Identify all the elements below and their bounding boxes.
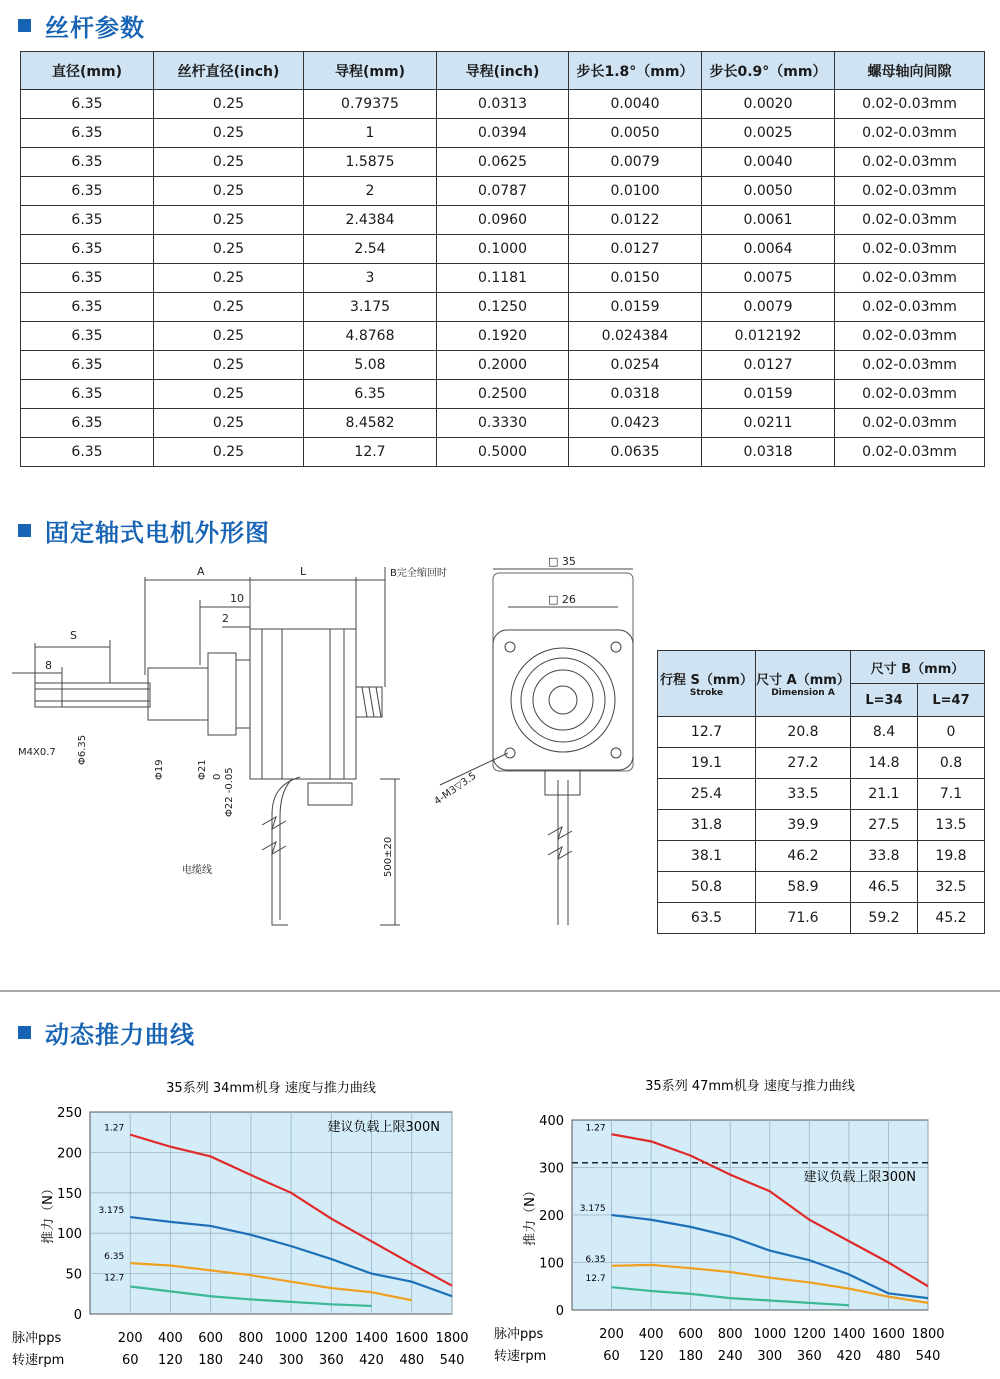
table-cell: 0.25 (154, 119, 304, 148)
table-cell: 0.0040 (702, 148, 835, 177)
load-limit-annotation: 建议负载上限300N (803, 1170, 916, 1185)
table-cell: 33.8 (851, 841, 918, 872)
table-cell: 0.0025 (702, 119, 835, 148)
lead-screw-shaft (35, 683, 150, 707)
x-tick-label-rpm: 540 (439, 1353, 465, 1368)
stroke-dimension-table (657, 650, 985, 934)
series-label: 12.7 (104, 1273, 125, 1284)
dim-label-cable-length: 500±20 (383, 836, 394, 877)
table-cell: 0.0159 (569, 293, 702, 322)
dim-label-d19: Φ19 (154, 759, 165, 780)
x-tick-label-pps: 200 (599, 1327, 624, 1342)
x-tick-label-rpm: 240 (717, 1349, 743, 1364)
col-header-dim-a (756, 651, 851, 717)
col-header: 螺母轴向间隙 (835, 52, 985, 90)
dim-label-sq35: □ 35 (548, 555, 576, 568)
x-tick-label-pps: 400 (638, 1327, 664, 1342)
table-row (21, 322, 985, 351)
table-header-row (21, 52, 985, 90)
x-tick-label-rpm: 120 (158, 1353, 183, 1368)
table-cell: 0.0127 (569, 235, 702, 264)
x-tick-label-rpm: 420 (359, 1353, 384, 1368)
table-cell: 0.0050 (569, 119, 702, 148)
dim-label-8: 8 (45, 659, 52, 672)
table-cell: 4.8768 (304, 322, 437, 351)
table-cell: 0.25 (154, 380, 304, 409)
dim-label-l: L (300, 565, 307, 578)
table-cell: 0.02-0.03mm (835, 351, 985, 380)
table-cell: 0.5000 (437, 438, 569, 467)
table-row (21, 351, 985, 380)
y-tick-label: 100 (57, 1227, 82, 1243)
x-tick-label-pps: 1800 (911, 1327, 945, 1342)
section-title-text: 固定轴式电机外形图 (45, 519, 270, 547)
table-cell: 0.02-0.03mm (835, 235, 985, 264)
x-row1-label: 脉冲pps (494, 1327, 544, 1342)
y-tick-label: 0 (555, 1304, 564, 1319)
col-header-stroke (658, 651, 756, 717)
table-cell: 1 (304, 119, 437, 148)
table-cell: 27.5 (851, 810, 918, 841)
y-tick-label: 250 (57, 1106, 82, 1121)
table-cell: 0 (918, 717, 985, 748)
x-row2-label: 转速rpm (12, 1353, 65, 1368)
section-marker (18, 1026, 31, 1039)
table-cell: 0.3330 (437, 409, 569, 438)
table-cell: 21.1 (851, 779, 918, 810)
table-cell: 6.35 (304, 380, 437, 409)
x-tick-label-rpm: 480 (876, 1349, 901, 1364)
x-tick-label-rpm: 180 (198, 1353, 224, 1368)
series-label: 6.35 (585, 1254, 606, 1265)
table-cell: 0.0423 (569, 409, 702, 438)
x-tick-label-rpm: 360 (796, 1349, 822, 1364)
table-cell: 50.8 (658, 872, 756, 903)
table-row (21, 293, 985, 322)
y-axis-label: 推力（N） (41, 1182, 56, 1244)
motor-outline-drawing (0, 555, 650, 940)
x-tick-label-rpm: 240 (238, 1353, 264, 1368)
table-cell: 0.02-0.03mm (835, 438, 985, 467)
stroke-table-body (658, 717, 985, 934)
table-cell: 5.08 (304, 351, 437, 380)
table-cell: 6.35 (21, 322, 154, 351)
table-cell: 6.35 (21, 119, 154, 148)
col-header-dim-a-label: 尺寸 A（mm） (756, 673, 850, 688)
table-cell: 0.1181 (437, 264, 569, 293)
load-limit-annotation: 建议负载上限300N (327, 1120, 440, 1135)
table-cell: 0.0079 (569, 148, 702, 177)
table-cell: 0.012192 (702, 322, 835, 351)
table-cell: 0.25 (154, 438, 304, 467)
col-header: 丝杆直径(inch) (154, 52, 304, 90)
table-cell: 0.2000 (437, 351, 569, 380)
dim-label-d635: Φ6.35 (77, 734, 88, 765)
flange-ring (208, 653, 236, 735)
x-tick-label-pps: 1600 (871, 1327, 905, 1342)
table-row (21, 235, 985, 264)
table-cell: 3.175 (304, 293, 437, 322)
x-tick-label-rpm: 540 (915, 1349, 941, 1364)
table-cell: 0.0100 (569, 177, 702, 206)
table-cell: 0.0064 (702, 235, 835, 264)
table-cell: 0.1000 (437, 235, 569, 264)
x-tick-label-pps: 1600 (395, 1331, 429, 1346)
table-cell: 0.8 (918, 748, 985, 779)
table-cell: 8.4 (851, 717, 918, 748)
col-header: 导程(mm) (304, 52, 437, 90)
table-cell: 0.0127 (702, 351, 835, 380)
table-cell: 0.25 (154, 177, 304, 206)
table-cell: 0.0787 (437, 177, 569, 206)
front-view-flange (493, 630, 633, 770)
section-divider (0, 990, 1000, 992)
series-label: 3.175 (98, 1206, 125, 1217)
table-cell: 38.1 (658, 841, 756, 872)
table-cell: 25.4 (658, 779, 756, 810)
table-cell: 0.02-0.03mm (835, 206, 985, 235)
table-row (21, 438, 985, 467)
table-row (21, 380, 985, 409)
nut-collar (148, 668, 208, 720)
front-view-connector (545, 770, 580, 795)
section-title-params (18, 8, 145, 43)
table-cell: 6.35 (21, 380, 154, 409)
chart-title: 35系列 34mm机身 速度与推力曲线 (166, 1081, 376, 1096)
dim-label-cable: 电缆线 (182, 865, 212, 876)
y-tick-label: 150 (57, 1186, 82, 1202)
y-tick-label: 100 (539, 1256, 564, 1272)
col-header-stroke-label: 行程 S（mm） (660, 673, 753, 688)
dim-label-d22: Φ22 -0.05 (224, 767, 235, 817)
table-row (658, 779, 985, 810)
dim-label-d22-zero: 0 (212, 773, 223, 780)
table-cell: 0.0254 (569, 351, 702, 380)
table-cell: 0.0318 (569, 380, 702, 409)
x-tick-label-pps: 600 (198, 1331, 224, 1346)
table-cell: 13.5 (918, 810, 985, 841)
plot-area (90, 1112, 452, 1314)
x-tick-label-rpm: 120 (638, 1349, 664, 1364)
dim-label-s: S (70, 629, 77, 642)
motor-body (250, 629, 356, 779)
x-tick-label-pps: 1200 (792, 1327, 826, 1342)
table-cell: 7.1 (918, 779, 985, 810)
x-row2-label: 转速rpm (494, 1349, 547, 1364)
x-row1-label: 脉冲pps (12, 1331, 62, 1346)
y-tick-label: 300 (539, 1161, 564, 1177)
cable-line (272, 777, 300, 925)
series-label: 12.7 (585, 1274, 606, 1285)
table-cell: 2.54 (304, 235, 437, 264)
dim-label-a: A (197, 565, 205, 578)
table-row (658, 810, 985, 841)
series-label: 1.27 (585, 1123, 606, 1134)
section-marker (18, 524, 31, 537)
table-row (658, 841, 985, 872)
col-header-dim-b: 尺寸 B（mm） (851, 651, 985, 684)
table-cell: 0.0394 (437, 119, 569, 148)
table-row (21, 177, 985, 206)
y-tick-label: 200 (57, 1146, 82, 1162)
table-cell: 0.02-0.03mm (835, 177, 985, 206)
table-cell: 0.0150 (569, 264, 702, 293)
table-cell: 0.02-0.03mm (835, 90, 985, 119)
table-cell: 0.0159 (702, 380, 835, 409)
x-tick-label-rpm: 480 (399, 1353, 425, 1368)
table-cell: 19.8 (918, 841, 985, 872)
col-header-dim-a-sub: Dimension A (771, 688, 835, 698)
col-header: 直径(mm) (21, 52, 154, 90)
x-tick-label-pps: 1800 (435, 1331, 469, 1346)
section-marker (18, 19, 31, 32)
table-cell: 0.25 (154, 206, 304, 235)
x-tick-label-rpm: 60 (121, 1353, 139, 1368)
table-cell: 0.25 (154, 264, 304, 293)
table-cell: 0.79375 (304, 90, 437, 119)
table-cell: 0.2500 (437, 380, 569, 409)
table-cell: 0.0960 (437, 206, 569, 235)
table-cell: 0.024384 (569, 322, 702, 351)
table-cell: 6.35 (21, 90, 154, 119)
table-cell: 0.02-0.03mm (835, 380, 985, 409)
x-tick-label-rpm: 360 (318, 1353, 344, 1368)
table-cell: 33.5 (756, 779, 851, 810)
table-cell: 14.8 (851, 748, 918, 779)
table-cell: 0.0318 (702, 438, 835, 467)
table-cell: 0.0313 (437, 90, 569, 119)
col-header-l34: L=34 (851, 684, 918, 717)
table-cell: 1.5875 (304, 148, 437, 177)
thrust-chart-47mm (494, 1070, 1000, 1379)
table-cell: 0.0122 (569, 206, 702, 235)
y-tick-label: 50 (65, 1267, 82, 1283)
x-tick-label-rpm: 420 (836, 1349, 862, 1364)
x-tick-label-pps: 200 (117, 1331, 143, 1346)
table-body (21, 90, 985, 467)
table-row (658, 903, 985, 934)
table-cell: 59.2 (851, 903, 918, 934)
x-tick-label-pps: 800 (717, 1327, 743, 1342)
dim-label-b: B完全缩回时 (390, 568, 447, 579)
section-title-drawing (18, 513, 270, 548)
table-cell: 3 (304, 264, 437, 293)
dim-label-sq26: □ 26 (548, 593, 576, 606)
table-cell: 6.35 (21, 351, 154, 380)
table-cell: 32.5 (918, 872, 985, 903)
dim-label-2: 2 (222, 612, 229, 625)
table-row (21, 119, 985, 148)
table-cell: 0.0635 (569, 438, 702, 467)
table-cell: 8.4582 (304, 409, 437, 438)
col-header: 导程(inch) (437, 52, 569, 90)
table-cell: 0.0050 (702, 177, 835, 206)
x-tick-label-pps: 1400 (355, 1331, 389, 1346)
section-title-curves (18, 1015, 195, 1050)
table-cell: 0.02-0.03mm (835, 148, 985, 177)
table-cell: 0.0061 (702, 206, 835, 235)
table-cell: 0.25 (154, 322, 304, 351)
dim-label-holes: 4-M3▽3.5 (432, 770, 479, 808)
x-tick-label-rpm: 60 (603, 1349, 620, 1364)
table-cell: 0.02-0.03mm (835, 119, 985, 148)
table-cell: 0.0079 (702, 293, 835, 322)
x-tick-label-rpm: 180 (678, 1349, 704, 1364)
x-tick-label-pps: 1000 (753, 1327, 787, 1342)
table-cell: 20.8 (756, 717, 851, 748)
col-header: 步长0.9°（mm） (702, 52, 835, 90)
col-header-l47: L=47 (918, 684, 985, 717)
table-row (21, 90, 985, 119)
table-cell: 46.5 (851, 872, 918, 903)
table-cell: 0.25 (154, 351, 304, 380)
table-cell: 0.0625 (437, 148, 569, 177)
table-cell: 2.4384 (304, 206, 437, 235)
y-tick-label: 0 (73, 1308, 82, 1323)
table-cell: 6.35 (21, 264, 154, 293)
table-cell: 0.1920 (437, 322, 569, 351)
table-cell: 45.2 (918, 903, 985, 934)
table-cell: 63.5 (658, 903, 756, 934)
table-cell: 19.1 (658, 748, 756, 779)
table-row (658, 872, 985, 903)
x-tick-label-rpm: 300 (278, 1353, 304, 1368)
table-cell: 27.2 (756, 748, 851, 779)
table-row (658, 748, 985, 779)
x-tick-label-pps: 800 (238, 1331, 264, 1346)
y-axis-label: 推力（N） (523, 1184, 538, 1246)
thrust-chart-34mm (0, 1070, 500, 1379)
table-cell: 12.7 (658, 717, 756, 748)
table-cell: 0.0020 (702, 90, 835, 119)
table-cell: 0.0075 (702, 264, 835, 293)
table-row (21, 148, 985, 177)
section-title-text: 动态推力曲线 (45, 1021, 195, 1049)
table-cell: 6.35 (21, 409, 154, 438)
table-cell: 2 (304, 177, 437, 206)
table-row (21, 264, 985, 293)
chart-title: 35系列 47mm机身 速度与推力曲线 (645, 1079, 855, 1094)
table-cell: 0.25 (154, 409, 304, 438)
table-cell: 0.25 (154, 148, 304, 177)
table-cell: 58.9 (756, 872, 851, 903)
table-row (658, 717, 985, 748)
dim-label-thread: M4X0.7 (18, 747, 56, 758)
x-tick-label-pps: 400 (158, 1331, 183, 1346)
table-cell: 6.35 (21, 293, 154, 322)
table-cell: 6.35 (21, 235, 154, 264)
table-cell: 12.7 (304, 438, 437, 467)
table-cell: 0.02-0.03mm (835, 264, 985, 293)
col-header: 步长1.8°（mm） (569, 52, 702, 90)
table-cell: 0.0211 (702, 409, 835, 438)
y-tick-label: 400 (539, 1114, 564, 1129)
table-cell: 6.35 (21, 148, 154, 177)
table-cell: 6.35 (21, 438, 154, 467)
table-cell: 71.6 (756, 903, 851, 934)
table-row (21, 206, 985, 235)
table-cell: 0.25 (154, 293, 304, 322)
series-label: 1.27 (104, 1123, 125, 1134)
series-label: 6.35 (104, 1252, 125, 1263)
table-cell: 46.2 (756, 841, 851, 872)
table-cell: 0.02-0.03mm (835, 322, 985, 351)
front-view-boss (511, 648, 615, 752)
x-tick-label-pps: 1200 (314, 1331, 348, 1346)
series-label: 3.175 (579, 1204, 606, 1214)
col-header-stroke-sub: Stroke (689, 688, 724, 698)
table-cell: 39.9 (756, 810, 851, 841)
x-tick-label-pps: 1000 (274, 1331, 308, 1346)
y-tick-label: 200 (539, 1209, 564, 1224)
table-cell: 0.25 (154, 90, 304, 119)
table-cell: 0.1250 (437, 293, 569, 322)
table-cell: 0.02-0.03mm (835, 409, 985, 438)
table-row (21, 409, 985, 438)
x-tick-label-rpm: 300 (757, 1349, 783, 1364)
table-cell: 0.0040 (569, 90, 702, 119)
section-title-text: 丝杆参数 (45, 14, 145, 42)
lead-screw-spec-table (20, 51, 985, 467)
table-cell: 31.8 (658, 810, 756, 841)
dim-label-d21: Φ21 (197, 759, 208, 780)
table-cell: 6.35 (21, 177, 154, 206)
x-tick-label-pps: 1400 (832, 1327, 866, 1342)
table-cell: 0.02-0.03mm (835, 293, 985, 322)
table-cell: 0.25 (154, 235, 304, 264)
x-tick-label-pps: 600 (678, 1327, 704, 1342)
table-cell: 6.35 (21, 206, 154, 235)
dim-label-10: 10 (230, 592, 244, 605)
